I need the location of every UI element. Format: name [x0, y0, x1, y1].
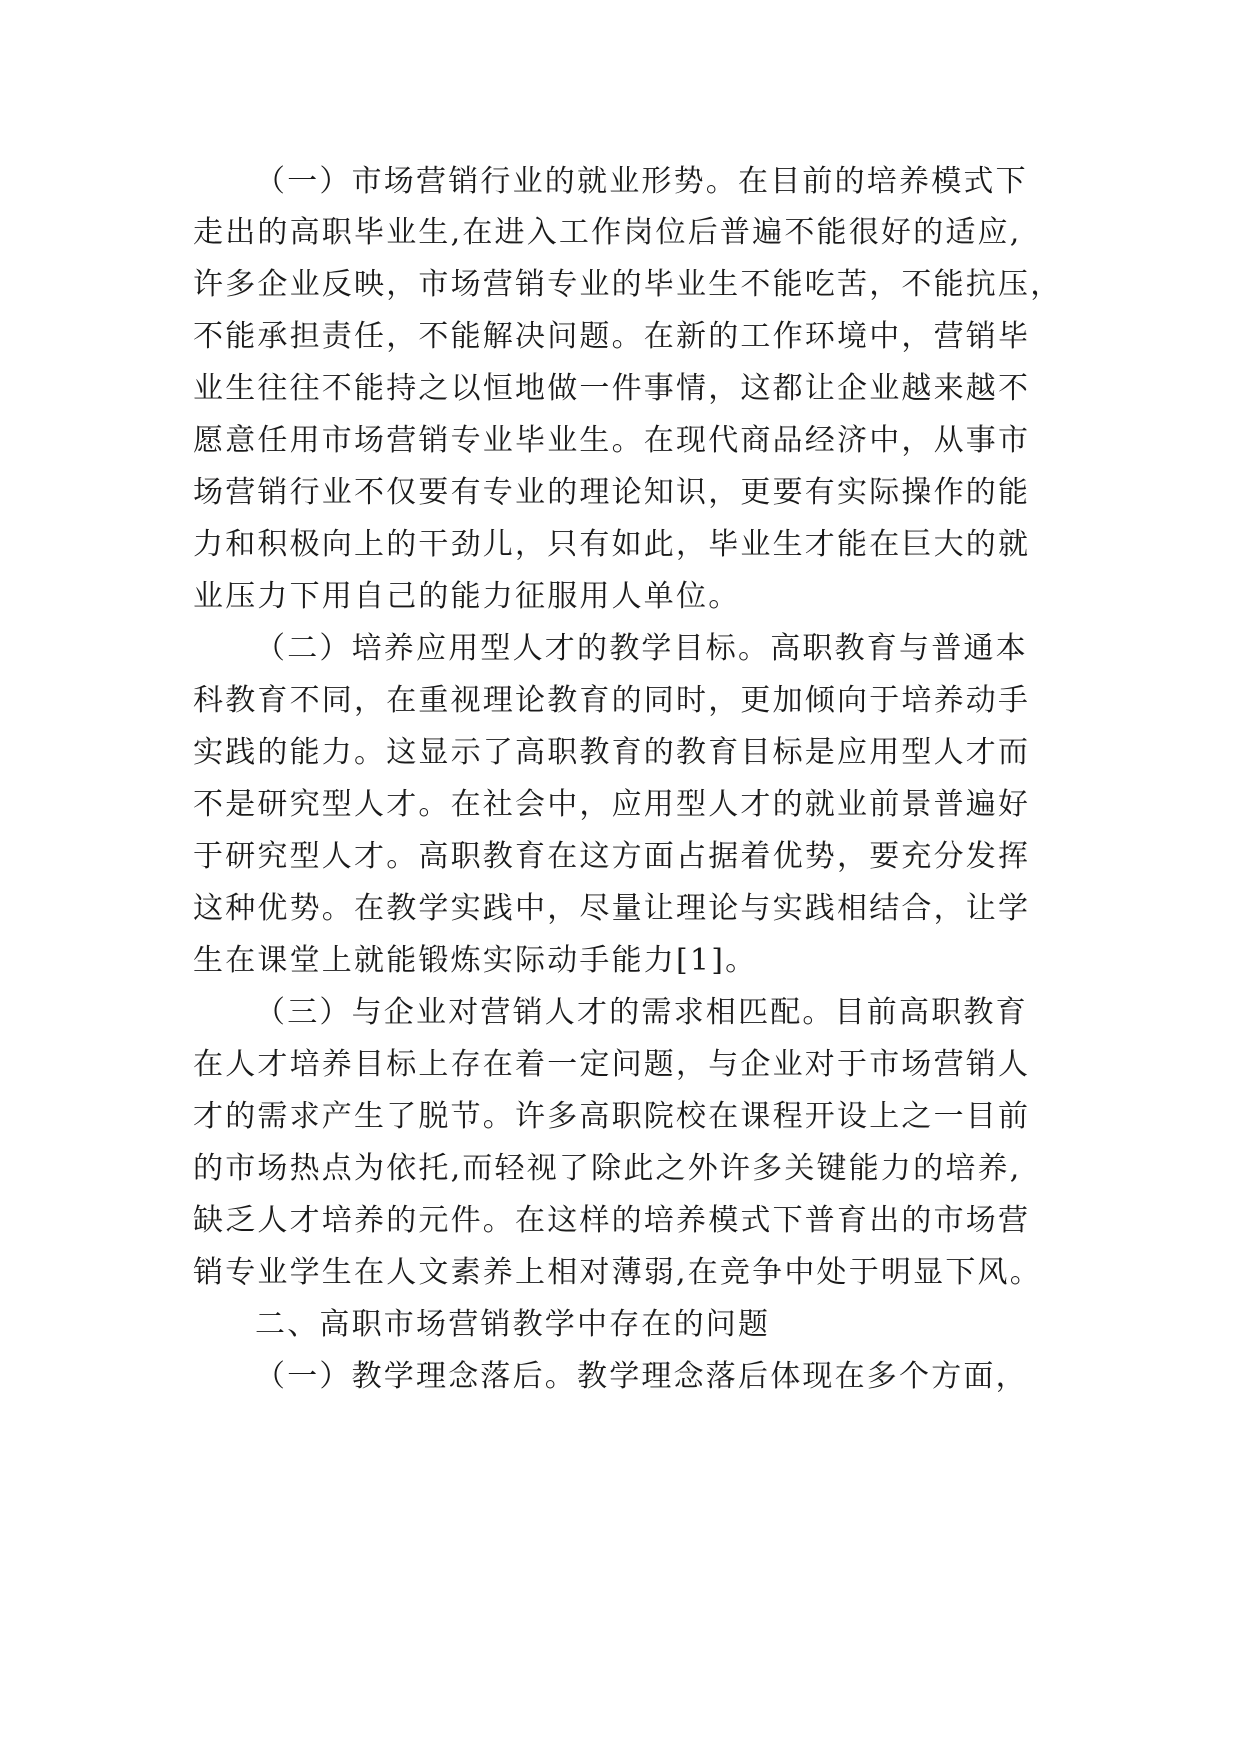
paragraph-line: 许多企业反映，市场营销专业的毕业生不能吃苦，不能抗压， [193, 267, 1063, 302]
paragraph-line: 缺乏人才培养的元件。在这样的培养模式下普育出的市场营 [193, 1203, 1031, 1238]
section-heading: 二、高职市场营销教学中存在的问题 [255, 1307, 771, 1342]
paragraph-line: 力和积极向上的干劲儿，只有如此，毕业生才能在巨大的就 [193, 527, 1031, 562]
paragraph-line: （三）与企业对营销人才的需求相匹配。目前高职教育 [255, 995, 1028, 1030]
paragraph-line: 于研究型人才。高职教育在这方面占据着优势，要充分发挥 [193, 839, 1031, 874]
paragraph-line: （二）培养应用型人才的教学目标。高职教育与普通本 [255, 631, 1028, 666]
paragraph-line: 场营销行业不仅要有专业的理论知识，更要有实际操作的能 [193, 475, 1031, 510]
paragraph-line: 销专业学生在人文素养上相对薄弱,在竞争中处于明显下风。 [193, 1255, 1042, 1290]
paragraph-line: 业压力下用自己的能力征服用人单位。 [193, 579, 741, 614]
paragraph-line: 在人才培养目标上存在着一定问题，与企业对于市场营销人 [193, 1047, 1031, 1082]
paragraph-line: 实践的能力。这显示了高职教育的教育目标是应用型人才而 [193, 735, 1031, 770]
paragraph-line: 业生往往不能持之以恒地做一件事情，这都让企业越来越不 [193, 371, 1031, 406]
paragraph-line: 不是研究型人才。在社会中，应用型人才的就业前景普遍好 [193, 787, 1031, 822]
paragraph-line: （一）教学理念落后。教学理念落后体现在多个方面， [255, 1359, 1028, 1394]
paragraph-line: 才的需求产生了脱节。许多高职院校在课程开设上之一目前 [193, 1099, 1031, 1134]
paragraph-line: 走出的高职毕业生,在进入工作岗位后普遍不能很好的适应, [193, 215, 1022, 250]
paragraph-line: 愿意任用市场营销专业毕业生。在现代商品经济中，从事市 [193, 423, 1031, 458]
paragraph-line: 这种优势。在教学实践中，尽量让理论与实践相结合，让学 [193, 891, 1031, 926]
paragraph-line: 科教育不同，在重视理论教育的同时，更加倾向于培养动手 [193, 683, 1031, 718]
paragraph-line: 不能承担责任，不能解决问题。在新的工作环境中，营销毕 [193, 319, 1031, 354]
paragraph-line: 的市场热点为依托,而轻视了除此之外许多关键能力的培养, [193, 1151, 1022, 1186]
paragraph-line: 生在课堂上就能锻炼实际动手能力[1]。 [193, 943, 758, 978]
paragraph-line: （一）市场营销行业的就业形势。在目前的培养模式下 [255, 164, 1028, 199]
